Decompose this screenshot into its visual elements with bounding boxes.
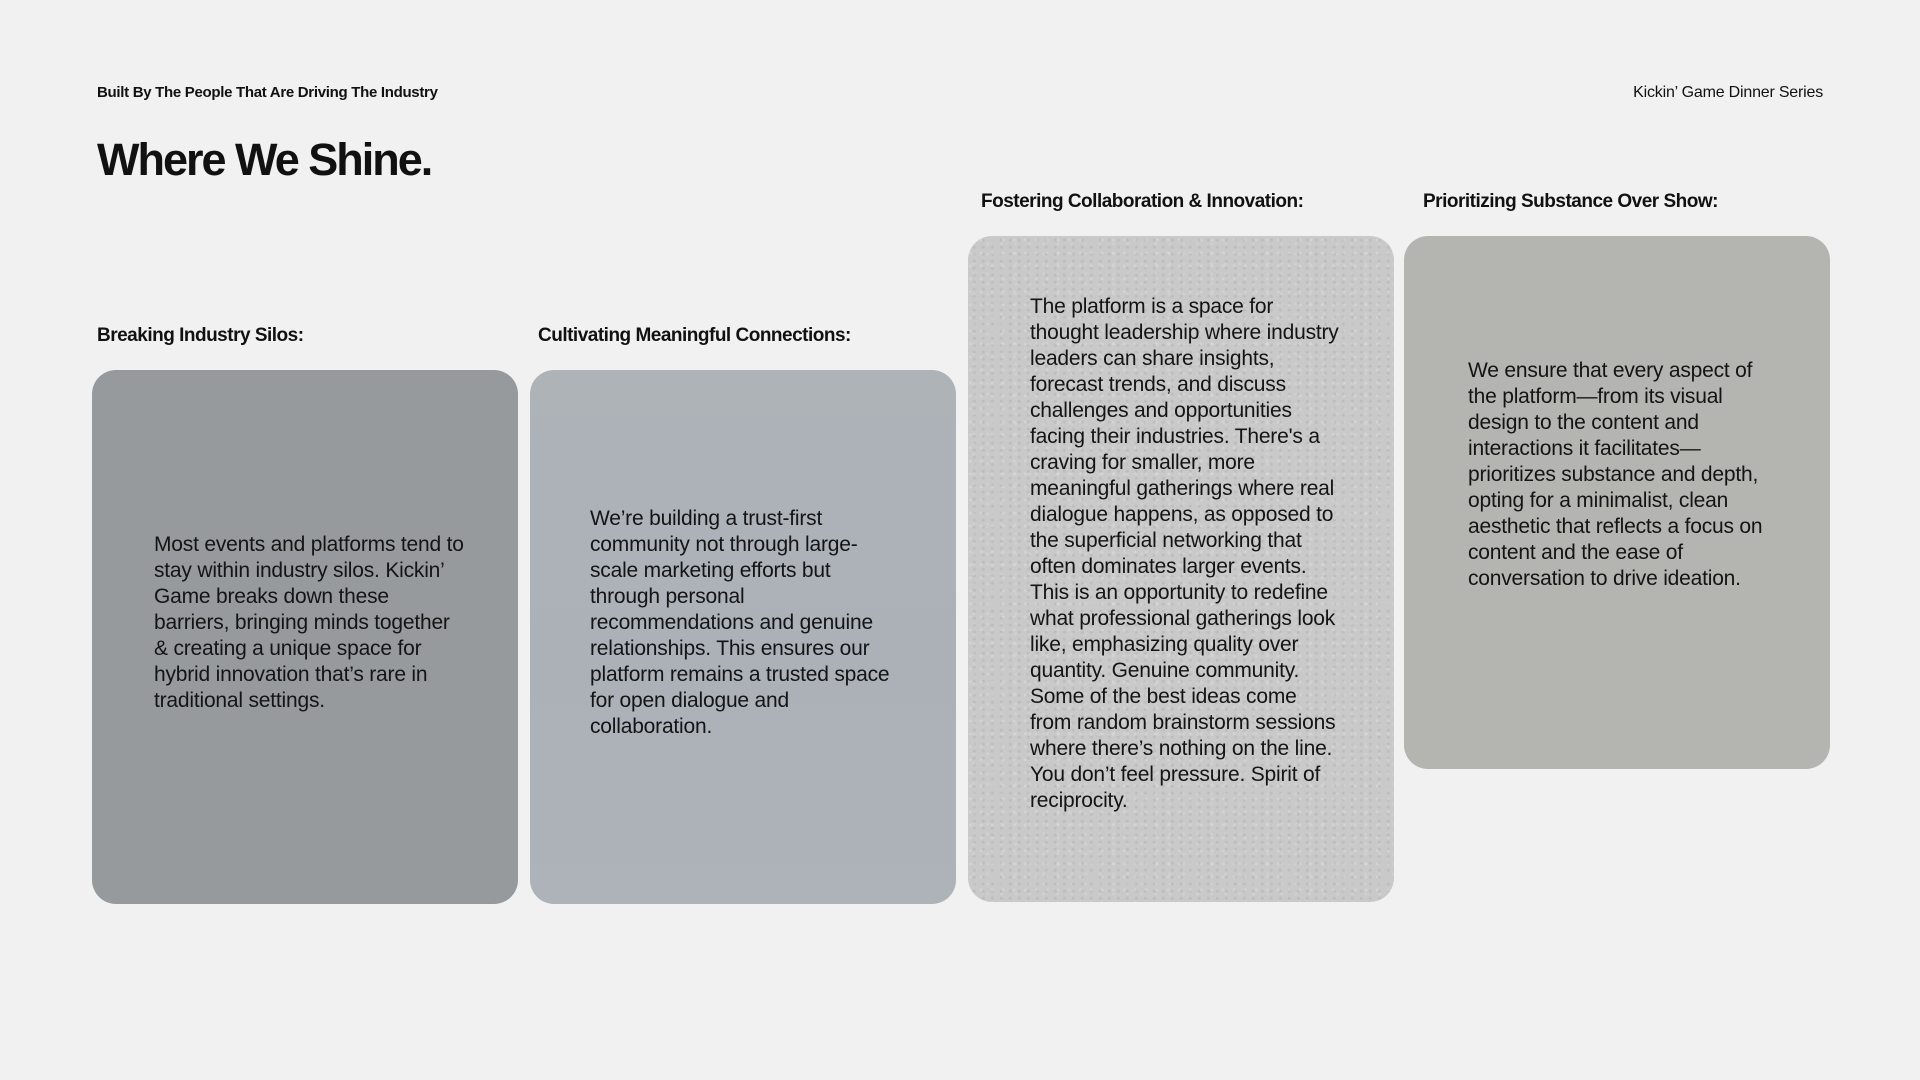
heading-substance-over-show: Prioritizing Substance Over Show: [1423,191,1718,212]
card-breaking-silos [92,370,518,904]
heading-meaningful-connections: Cultivating Meaningful Connections: [538,325,851,346]
card-meaningful-connections [530,370,956,904]
page-title: Where We Shine. [97,134,432,185]
card-body-meaningful-connections: We’re building a trust-first community not through large-scale marketing efforts but through personal recommendations and genuine relationships. This ensures our platform remains a trusted space for open dialogue and collaboration. [590,507,890,738]
card-body-collaboration-innovation: The platform is a space for thought leadership where industry leaders can share insights, forecast trends, and discuss challenges and opportunities facing their industries. There's a craving for smaller, more meaningful gatherings where real dialogue happens, as opposed to the superficial networking that often dominates larger events. This is an opportunity to redefine what professional gatherings look like, emphasizing quality over quantity. Genuine community. Some of the best ideas come from random brainstorm sessions where there’s nothing on the line. You don’t feel pressure. Spirit of reciprocity. [1030,295,1339,812]
series-name: Kickin’ Game Dinner Series [1633,84,1823,101]
card-body-breaking-silos: Most events and platforms tend to stay within industry silos. Kickin’ Game breaks down these barriers, bringing minds together & creating a unique space for hybrid innovation that’s rare in traditional settings. [154,533,464,712]
heading-collaboration-innovation: Fostering Collaboration & Innovation: [981,191,1304,212]
card-substance-over-show [1404,236,1830,769]
tagline: Built By The People That Are Driving The Industry [97,84,438,101]
card-body-substance-over-show: We ensure that every aspect of the platform—from its visual design to the content and interactions it facilitates—prioritizes substance and depth, opting for a minimalist, clean aesthetic that reflects a focus on content and the ease of conversation to drive ideation. [1468,359,1763,590]
heading-breaking-silos: Breaking Industry Silos: [97,325,304,346]
card-collaboration-innovation [968,236,1394,902]
